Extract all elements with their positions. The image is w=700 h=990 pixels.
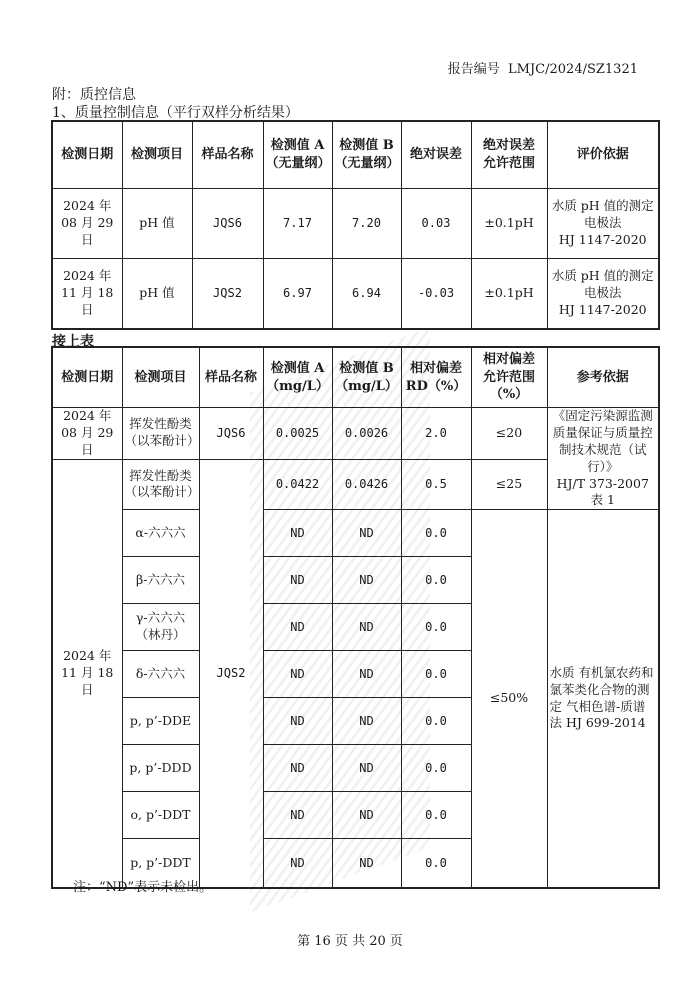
basis-cell: 水质 pH 值的测定 电极法 HJ 1147-2020 bbox=[547, 189, 659, 259]
sample-cell: JQS6 bbox=[192, 189, 263, 259]
rd-cell: 2.0 bbox=[401, 408, 471, 460]
header-cell: 参考依据 bbox=[547, 347, 659, 408]
rd-cell: 0.0 bbox=[401, 698, 471, 745]
header-cell: 评价依据 bbox=[547, 121, 659, 189]
value-b-cell: 0.0426 bbox=[332, 459, 401, 510]
allowed-range-cell: ≤25 bbox=[471, 459, 547, 510]
value-a-cell: ND bbox=[263, 510, 332, 557]
header-cell: 检测值 B （无量纲） bbox=[332, 121, 401, 189]
item-cell: γ-六六六 （林丹） bbox=[122, 604, 199, 651]
sample-cell: JQS2 bbox=[199, 459, 263, 888]
rd-cell: 0.0 bbox=[401, 792, 471, 839]
header-cell: 检测项目 bbox=[122, 347, 199, 408]
table-row bbox=[52, 189, 659, 259]
item-cell: δ-六六六 bbox=[122, 651, 199, 698]
value-b-cell: ND bbox=[332, 604, 401, 651]
header-cell: 绝对误差 允许范围 bbox=[471, 121, 547, 189]
footnote: 注：“ND”表示未检出。 bbox=[73, 880, 213, 895]
qc-table-organics bbox=[51, 346, 660, 889]
abs-error-cell: 0.03 bbox=[401, 189, 471, 259]
appendix-title: 附：质控信息 bbox=[52, 87, 136, 103]
header-cell: 样品名称 bbox=[192, 121, 263, 189]
value-b-cell: 0.0026 bbox=[332, 408, 401, 460]
value-a-cell: ND bbox=[263, 651, 332, 698]
allowed-range-cell: ±0.1pH bbox=[471, 259, 547, 330]
rd-cell: 0.0 bbox=[401, 557, 471, 604]
date-cell: 2024 年 11 月 18 日 bbox=[52, 459, 122, 888]
value-b-cell: 6.94 bbox=[332, 259, 401, 330]
header-cell: 相对偏差 允许范围 （%） bbox=[471, 347, 547, 408]
value-a-cell: ND bbox=[263, 604, 332, 651]
rd-cell: 0.0 bbox=[401, 745, 471, 792]
item-cell: p, p’-DDD bbox=[122, 745, 199, 792]
value-a-cell: 7.17 bbox=[263, 189, 332, 259]
value-a-cell: ND bbox=[263, 792, 332, 839]
abs-error-cell: -0.03 bbox=[401, 259, 471, 330]
report-number: 报告编号 LMJC/2024/SZ1321 bbox=[447, 62, 638, 77]
table-header-row bbox=[52, 347, 659, 408]
value-b-cell: 7.20 bbox=[332, 189, 401, 259]
item-cell: p, p’-DDT bbox=[122, 839, 199, 888]
qc-table-ph bbox=[51, 120, 660, 330]
value-a-cell: ND bbox=[263, 698, 332, 745]
item-cell: 挥发性酚类 （以苯酚计） bbox=[122, 408, 199, 460]
allowed-range-cell: ±0.1pH bbox=[471, 189, 547, 259]
item-cell: pH 值 bbox=[122, 189, 192, 259]
table-row bbox=[52, 408, 659, 460]
sample-cell: JQS6 bbox=[199, 408, 263, 460]
header-cell: 相对偏差 RD（%） bbox=[401, 347, 471, 408]
value-b-cell: ND bbox=[332, 557, 401, 604]
item-cell: 挥发性酚类 （以苯酚计） bbox=[122, 459, 199, 510]
header-cell: 检测值 B （mg/L） bbox=[332, 347, 401, 408]
table-header-row bbox=[52, 121, 659, 189]
page-number: 第 16 页 共 20 页 bbox=[297, 934, 403, 949]
allowed-range-cell: ≤20 bbox=[471, 408, 547, 460]
header-cell: 样品名称 bbox=[199, 347, 263, 408]
item-cell: α-六六六 bbox=[122, 510, 199, 557]
value-b-cell: ND bbox=[332, 698, 401, 745]
table-row bbox=[52, 259, 659, 330]
value-b-cell: ND bbox=[332, 792, 401, 839]
basis-cell: 水质 有机氯农药和氯苯类化合物的测定 气相色谱-质谱法 HJ 699-2014 bbox=[547, 510, 659, 888]
section-title: 1、质量控制信息（平行双样分析结果） bbox=[52, 105, 299, 121]
value-b-cell: ND bbox=[332, 510, 401, 557]
value-b-cell: ND bbox=[332, 745, 401, 792]
header-cell: 绝对误差 bbox=[401, 121, 471, 189]
date-cell: 2024 年 08 月 29 日 bbox=[52, 408, 122, 460]
value-a-cell: 6.97 bbox=[263, 259, 332, 330]
header-cell: 检测值 A （无量纲） bbox=[263, 121, 332, 189]
continued-label: 接上表 bbox=[52, 334, 94, 350]
rd-cell: 0.0 bbox=[401, 839, 471, 888]
value-b-cell: ND bbox=[332, 651, 401, 698]
date-cell: 2024 年 08 月 29 日 bbox=[52, 189, 122, 259]
basis-cell: 《固定污染源监测质量保证与质量控制技术规范（试行）》 HJ/T 373-2007 表 1 bbox=[547, 408, 659, 510]
rd-cell: 0.0 bbox=[401, 651, 471, 698]
item-cell: β-六六六 bbox=[122, 557, 199, 604]
item-cell: o, p’-DDT bbox=[122, 792, 199, 839]
table-row bbox=[52, 510, 659, 557]
header-cell: 检测日期 bbox=[52, 347, 122, 408]
value-b-cell: ND bbox=[332, 839, 401, 888]
sample-cell: JQS2 bbox=[192, 259, 263, 330]
date-cell: 2024 年 11 月 18 日 bbox=[52, 259, 122, 330]
value-a-cell: 0.0422 bbox=[263, 459, 332, 510]
basis-cell: 水质 pH 值的测定 电极法 HJ 1147-2020 bbox=[547, 259, 659, 330]
rd-cell: 0.0 bbox=[401, 510, 471, 557]
item-cell: p, p’-DDE bbox=[122, 698, 199, 745]
value-a-cell: ND bbox=[263, 839, 332, 888]
header-cell: 检测值 A （mg/L） bbox=[263, 347, 332, 408]
value-a-cell: ND bbox=[263, 557, 332, 604]
allowed-range-cell: ≤50% bbox=[471, 510, 547, 888]
header-cell: 检测项目 bbox=[122, 121, 192, 189]
rd-cell: 0.0 bbox=[401, 604, 471, 651]
value-a-cell: 0.0025 bbox=[263, 408, 332, 460]
value-a-cell: ND bbox=[263, 745, 332, 792]
item-cell: pH 值 bbox=[122, 259, 192, 330]
header-cell: 检测日期 bbox=[52, 121, 122, 189]
rd-cell: 0.5 bbox=[401, 459, 471, 510]
